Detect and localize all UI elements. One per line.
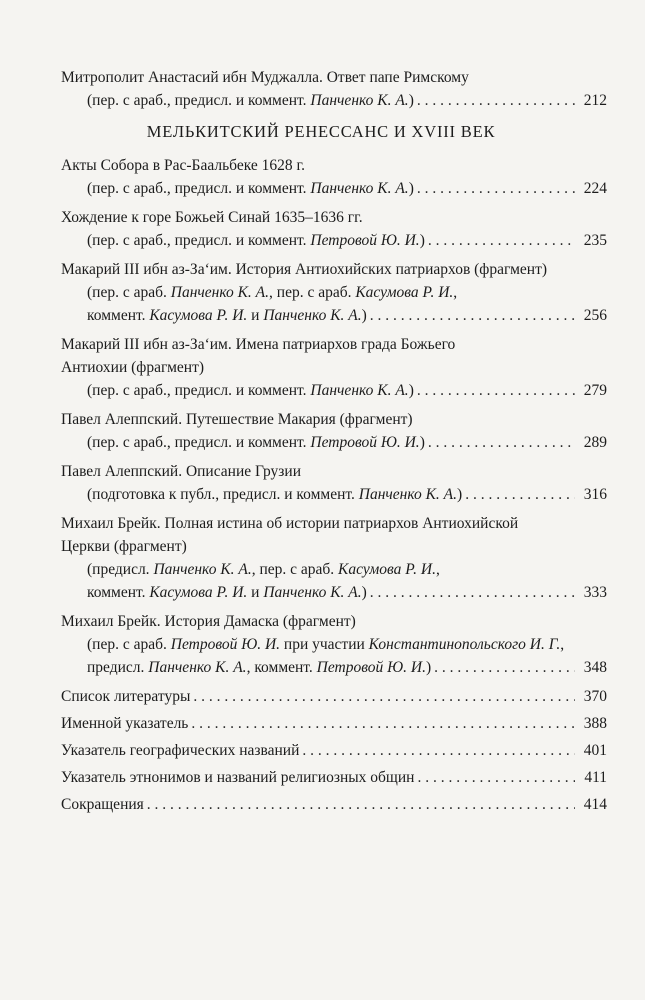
leader-dots — [428, 431, 575, 454]
entry-title: Указатель географических названий — [61, 742, 300, 759]
person-name: Панченко К. А. — [310, 180, 409, 197]
toc-entry[interactable] — [61, 258, 607, 327]
section-heading: МЕЛЬКИТСКИЙ РЕНЕССАНС И XVIII ВЕК — [146, 122, 496, 141]
toc-entry[interactable] — [61, 685, 607, 708]
person-name: Панченко К. А. — [310, 382, 409, 399]
leader-dots — [428, 229, 575, 252]
page-number: 348 — [583, 659, 607, 676]
page-number: 279 — [583, 382, 607, 399]
person-name: Петровой Ю. И. — [170, 636, 281, 653]
entry-title: Акты Собора в Рас-Баальбеке 1628 г. — [61, 157, 305, 174]
entry-credits: (пер. с араб., предисл. и коммент. Панченко К. А.) . . . 212 — [61, 89, 607, 112]
entry-credits: предисл. Панченко К. А., коммент. Петровой Ю. И.) . . . 348 — [61, 656, 607, 679]
entry-title: Михаил Брейк. История Дамаска (фрагмент) — [61, 613, 356, 630]
person-name: Панченко К. А. — [310, 92, 409, 109]
toc-entry[interactable] — [61, 408, 607, 454]
person-name: Петровой Ю. И. — [316, 659, 426, 676]
page-number: 388 — [583, 715, 607, 732]
entry-title: Именной указатель — [61, 715, 189, 732]
page-number: 289 — [583, 434, 607, 451]
entry-credits: (пер. с араб., предисл. и коммент. Панченко К. А.) . . . 224 — [61, 177, 607, 200]
entry-credits: (пер. с араб., предисл. и коммент. Петровой Ю. И.) . . . 289 — [61, 431, 607, 454]
person-name: Петровой Ю. И. — [310, 434, 420, 451]
person-name: Панченко К. А. — [263, 307, 362, 324]
entry-title: Сокращения — [61, 796, 144, 813]
entry-title: Митрополит Анастасий ибн Муджалла. Ответ папе Римскому — [61, 69, 469, 86]
person-name: Касумова Р. И. — [149, 307, 248, 324]
toc-entry[interactable] — [61, 739, 607, 762]
person-name: Панченко К. А. — [358, 486, 458, 503]
person-name: Панченко К. А. — [153, 561, 252, 578]
page-number: 414 — [583, 796, 607, 813]
entry-credits: (пер. с араб., предисл. и коммент. Панченко К. А.) . . . 279 — [61, 379, 607, 402]
page-number: 256 — [583, 307, 607, 324]
person-name: Касумова Р. И. — [338, 561, 436, 578]
person-name: Петровой Ю. И. — [310, 232, 420, 249]
page-number: 411 — [584, 769, 607, 786]
entry-title: Макарий III ибн аз-За‘им. Имена патриархов града Божьего — [61, 336, 456, 353]
table-of-contents — [61, 66, 607, 820]
entry-credits: коммент. Касумова Р. И. и Панченко К. А.) . . . 333 — [61, 581, 607, 604]
entry-title-continued: Церкви (фрагмент) — [61, 538, 187, 555]
toc-entry[interactable] — [61, 512, 607, 604]
person-name: Константинопольского И. Г. — [368, 636, 561, 653]
toc-entry[interactable] — [61, 333, 607, 402]
toc-entry[interactable] — [61, 206, 607, 252]
entry-title: Макарий III ибн аз-За‘им. История Антиохийских патриархов (фрагмент) — [61, 261, 548, 278]
leader-dots — [417, 177, 575, 200]
entry-title: Михаил Брейк. Полная истина об истории патриархов Антиохийской — [61, 515, 519, 532]
page-number: 235 — [583, 232, 607, 249]
person-name: Касумова Р. И. — [355, 284, 454, 301]
entry-title: Павел Алеппский. Путешествие Макария (фрагмент) — [61, 411, 413, 428]
entry-title: Павел Алеппский. Описание Грузии — [61, 463, 302, 480]
entry-title: Список литературы — [61, 688, 191, 705]
leader-dots — [417, 766, 575, 789]
leader-dots — [434, 656, 575, 679]
leader-dots — [370, 304, 575, 327]
toc-entry[interactable] — [61, 610, 607, 679]
page-number: 333 — [583, 584, 607, 601]
entry-credits: (подготовка к публ., предисл. и коммент. Панченко К. А.) . . . 316 — [61, 483, 607, 506]
page-number: 370 — [583, 688, 607, 705]
leader-dots — [370, 581, 575, 604]
page-number: 316 — [583, 486, 607, 503]
leader-dots — [191, 712, 575, 735]
entry-credits: (пер. с араб., предисл. и коммент. Петровой Ю. И.) . . . 235 — [61, 229, 607, 252]
person-name: Панченко К. А. — [263, 584, 362, 601]
person-name: Панченко К. А. — [148, 659, 247, 676]
leader-dots — [465, 483, 575, 506]
toc-entry[interactable] — [61, 66, 607, 112]
entry-credits: (пер. с араб. Петровой Ю. И. при участии Константинопольского И. Г., — [87, 636, 565, 653]
leader-dots — [417, 89, 575, 112]
toc-entry[interactable] — [61, 793, 607, 816]
leader-dots — [193, 685, 575, 708]
entry-credits: (предисл. Панченко К. А., пер. с араб. Касумова Р. И., — [87, 561, 440, 578]
leader-dots — [417, 379, 575, 402]
entry-credits: коммент. Касумова Р. И. и Панченко К. А.) . . . 256 — [61, 304, 607, 327]
person-name: Панченко К. А. — [170, 284, 270, 301]
leader-dots — [147, 793, 575, 816]
person-name: Касумова Р. И. — [149, 584, 248, 601]
page-number: 224 — [583, 180, 607, 197]
toc-entry[interactable] — [61, 712, 607, 735]
toc-entry[interactable] — [61, 766, 607, 789]
entry-title-continued: Антиохии (фрагмент) — [61, 359, 205, 376]
leader-dots — [302, 739, 575, 762]
toc-entry[interactable] — [61, 154, 607, 200]
entry-title: Хождение к горе Божьей Синай 1635–1636 гг. — [61, 209, 363, 226]
entry-credits: (пер. с араб. Панченко К. А., пер. с араб. Касумова Р. И., — [87, 284, 458, 301]
entry-title: Указатель этнонимов и названий религиозных общин — [61, 769, 415, 786]
toc-entry[interactable] — [61, 460, 607, 506]
page-number: 401 — [583, 742, 607, 759]
page-number: 212 — [583, 92, 607, 109]
